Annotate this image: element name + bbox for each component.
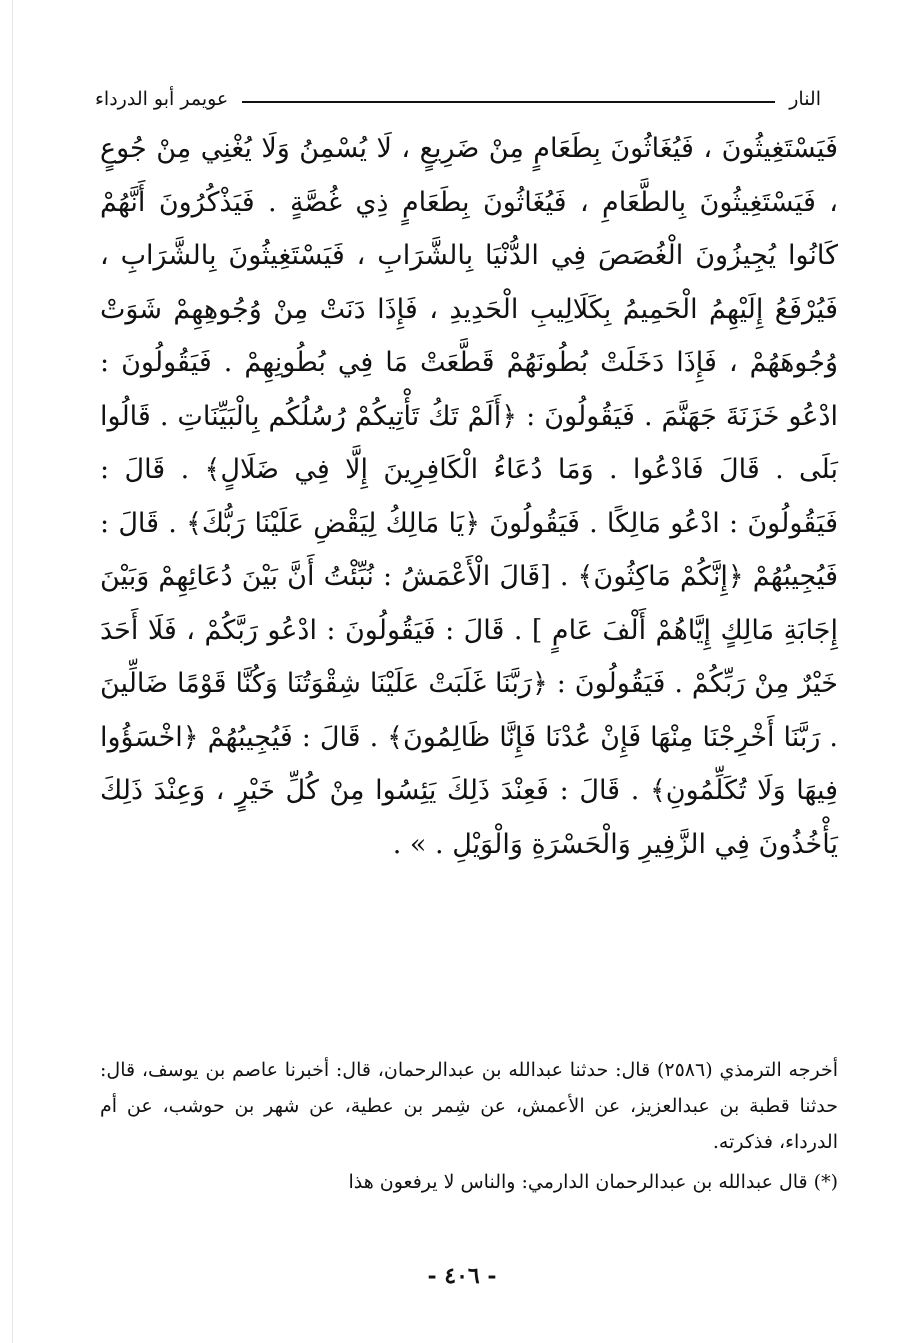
footnote-note: (*) قال عبدالله بن عبدالرحمان الدارمي: والناس لا يرفعون هذا	[348, 1171, 838, 1193]
footnote-separator	[100, 1030, 838, 1050]
narrator-name: عويمر أبو الدرداء	[95, 88, 229, 110]
hadith-body-text: فَيَسْتَغِيثُونَ ، فَيُغَاثُونَ بِطَعَامٍ مِنْ ضَرِيعٍ ، لَا يُسْمِنُ وَلَا يُغْنِي مِنْ جُوعٍ ، فَيَسْتَغِيثُونَ بِالطَّعَامِ ، فَيُغَاثُونَ بِطَعَامٍ ذِي غُصَّةٍ . فَيَذْكُرُونَ أَنَّهُمْ كَانُوا يُجِيزُونَ الْغُصَصَ فِي الدُّنْيَا بِالشَّرَابِ ، فَيَسْتَغِيثُونَ بِالشَّرَابِ ، فَيُرْفَعُ إِلَيْهِمُ الْحَمِيمُ بِكَلَالِيبِ الْحَدِيدِ ، فَإِذَا دَنَتْ مِنْ وُجُوهِهِمْ شَوَتْ وُجُوهَهُمْ ، فَإِذَا دَخَلَتْ بُطُونَهُمْ قَطَّعَتْ مَا فِي بُطُونِهِمْ . فَيَقُولُونَ : ادْعُو خَزَنَةَ جَهَنَّمَ . فَيَقُولُونَ : ﴿أَلَمْ تَكُ تَأْتِيكُمْ رُسُلُكُم بِالْبَيِّنَاتِ . قَالُوا بَلَى . قَالَ فَادْعُوا . وَمَا دُعَاءُ الْكَافِرِينَ إِلَّا فِي ضَلَالٍ﴾ . قَالَ : فَيَقُولُونَ : ادْعُو مَالِكًا . فَيَقُولُونَ ﴿يَا مَالِكُ لِيَقْضِ عَلَيْنَا رَبُّكَ﴾ . قَالَ : فَيُجِيبُهُمْ ﴿إِنَّكُمْ مَاكِثُونَ﴾ . [قَالَ الْأَعْمَشُ : نُبِّئْتُ أَنَّ بَيْنَ دُعَائِهِمْ وَبَيْنَ إِجَابَةِ مَالِكٍ إِيَّاهُمْ أَلْفَ عَامٍ ] . قَالَ : فَيَقُولُونَ : ادْعُو رَبَّكُمْ ، فَلَا أَحَدَ خَيْرٌ مِنْ رَبِّكُمْ . فَيَقُولُونَ : ﴿رَبَّنَا غَلَبَتْ عَلَيْنَا شِقْوَتُنَا وَكُنَّا قَوْمًا ضَالِّينَ . رَبَّنَا أَخْرِجْنَا مِنْهَا فَإِنْ عُدْنَا فَإِنَّا ظَالِمُونَ﴾ . قَالَ : فَيُجِيبُهُمْ ﴿اخْسَؤُوا فِيهَا وَلَا تُكَلِّمُونِ﴾ . قَالَ : فَعِنْدَ ذَلِكَ يَئِسُوا مِنْ كُلِّ خَيْرٍ ، وَعِنْدَ ذَلِكَ يَأْخُذُونَ فِي الزَّفِيرِ وَالْحَسْرَةِ وَالْوَيْلِ . » .	[100, 133, 838, 860]
running-header	[95, 82, 821, 116]
scan-margin-line	[12, 0, 13, 1343]
section-title: النار	[789, 88, 821, 110]
page-number: - ٤٠٦ -	[427, 1263, 497, 1289]
footnote-takhrij: أخرجه الترمذي (٢٥٨٦) قال: حدثنا عبدالله بن عبدالرحمان، قال: أخبرنا عاصم بن يوسف، قال: حدثنا قطبة بن عبدالعزيز، عن الأعمش، عن شِمر بن عطية، عن شهر بن حوشب، عن أم الدرداء، فذكرته.	[100, 1059, 838, 1153]
footnotes	[100, 1052, 838, 1200]
header-rule	[242, 101, 775, 103]
